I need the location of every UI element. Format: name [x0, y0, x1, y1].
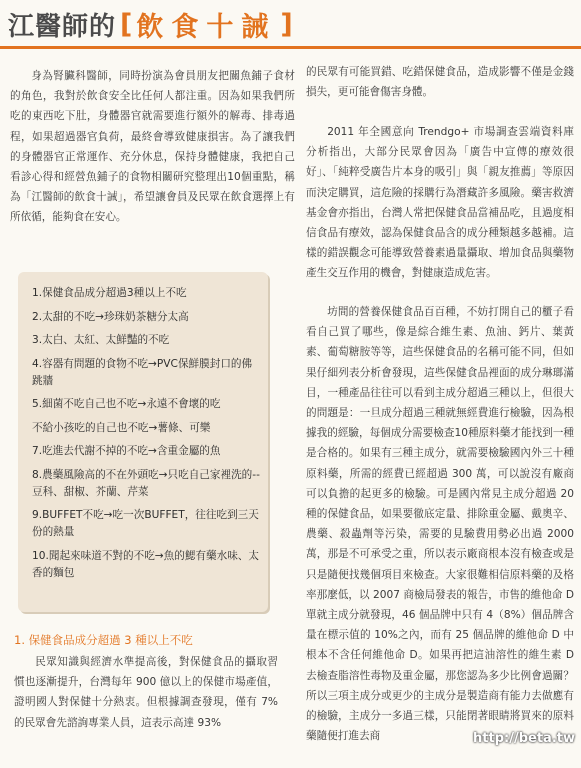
commandment-item: 7.吃進去代謝不掉的不吃→含重金屬的魚 [32, 445, 221, 457]
body-paragraph: 坊間的營養保健食品百百種，不妨打開自己的櫃子看看自己買了哪些，像是綜合維生素、魚油、鈣片、葉黃素、葡萄糖胺等等，這些保健食品的名稱可能不同，但如果仔細列表分析會發現，這些保健食品裡面的成分琳瑯滿目，一種產品往往可以看到主成分超過三種以上，但很大的問題是：一旦成分超過三種就無經費進行檢驗，因為根據我的經驗，每個成分需要檢查10種原料藥才能找到一種是合格的。如果有三種主成分，就需要檢驗國內外三十種原料藥，所需的經費已經超過 300 萬，可以說沒有廠商可以負擔的起更多的檢驗。可是國內常見主成分超過 20 種的保健食品，如果要徹底定量、排除重金屬、戴奧辛、農藥、殺蟲劑等污染，需要的見驗費用勢必出過 2000 萬，那是不可承受之重，所以表示廠商根本沒有檢查或是只是隨便找幾個項目來檢查。大家很難相信原料藥的及格率那麼低，以 2007 商檢局發表的報告，市售的維他命 D 單就主成分就發現，46 個品牌中只有 4（8%）個品牌含量在標示值的 10%之內，而有 25 個品牌的維他命 D 中根本不含任何維他命 D。如果再把這油溶性的維生素 D 去檢查脂溶性毒物及重金屬，那您認為多少比例會過關？所以三項主成分或更少的主成分是製造商有能力去做應有的檢驗，主成分一多過三樣，只能閉著眼睛將買來的原料藥隨便打進去商 [306, 306, 574, 743]
commandments-panel [18, 272, 268, 612]
commandment-item: 10.聞起來味道不對的不吃→魚的鰓有藥水味、太香的麵包 [32, 549, 260, 579]
title-bracket-open: [ [120, 8, 133, 40]
watermark: http://beta.tw [473, 731, 575, 746]
article-title [8, 8, 293, 43]
commandment-item: 3.太白、太紅、太鮮豔的不吃 [32, 334, 170, 346]
section-heading: 1. 保健食品成分超過 3 種以上不吃 [14, 633, 193, 647]
commandment-item: 8.農藥風險高的不在外頭吃→只吃自己家裡洗的--豆科、甜椒、芥蘭、芹菜 [32, 468, 260, 498]
body-paragraph: 2011 年全國意向 Trendgo+ 市場調查雲端資料庫分析指出，大部分民眾會因為「廣告中宣傳的療效很好」、「純粹受廣告片本身的吸引」與「親友推薦」等原因而決定購買，這危險的採購行為潛藏許多風險。藥害救濟基金會亦指出，台灣人常把保健食品當補品吃，且過度相信食品有療效，認為保健食品含的成分種類越多越補。這樣的錯誤觀念可能導致營養素過量攝取、增加食品與藥物產生交互作用的機會，對健康造成危害。 [306, 126, 574, 280]
commandment-item: 2.太甜的不吃→珍珠奶茶糖分太高 [32, 310, 189, 323]
intro-paragraph: 身為腎臟科醫師，同時扮演為會員朋友把關魚鋪子食材的角色，我對於飲食安全比任何人都注重。因為如果我們所吃的東西吃下肚，身體器官就需要進行額外的解毒、排毒過程，如果超過器官負荷，最終會導致健康損害。為了讓我們的身體器官正常運作、充分休息，保持身體健康，我把自己看診心得和經營魚鋪子的食物相關研究整理出10個重點，稱為「江醫師的飲食十誡」，希望讓會員及民眾在飲食選擇上有所依循，能夠食在安心。 [10, 70, 295, 224]
title-prefix: 江醫師的 [8, 11, 117, 42]
title-main: 飲食十誡 [136, 11, 277, 43]
commandment-item: 5.細菌不吃自己也不吃→永遠不會壞的吃 [32, 398, 221, 410]
title-divider [0, 46, 581, 49]
commandment-item: 9.BUFFET不吃→吃一次BUFFET，往往吃到三天份的熱量 [32, 509, 259, 538]
commandment-item: 1.保健食品成分超過3種以上不吃 [32, 287, 187, 299]
commandment-item: 4.容器有問題的食物不吃→PVC保鮮膜封口的佛跳牆 [32, 357, 253, 387]
commandment-item: 不給小孩吃的自己也不吃→薯條、可樂 [32, 421, 211, 434]
commandments-list [18, 272, 268, 582]
body-paragraph: 的民眾有可能買錯、吃錯保健食品，造成影響不僅是金錢損失，更可能會傷害身體。 [306, 66, 574, 99]
title-bracket-close: ] [280, 8, 293, 40]
section-paragraph: 民眾知識與經濟水準提高後，對保健食品的攝取習慣也逐漸提升，台灣每年 900 億以上的保健市場產值，證明國人對保健十分熱衷。但根據調查發現，僅有 7% 的民眾會先諮詢專業人員，這表示高達 93% [14, 656, 278, 729]
